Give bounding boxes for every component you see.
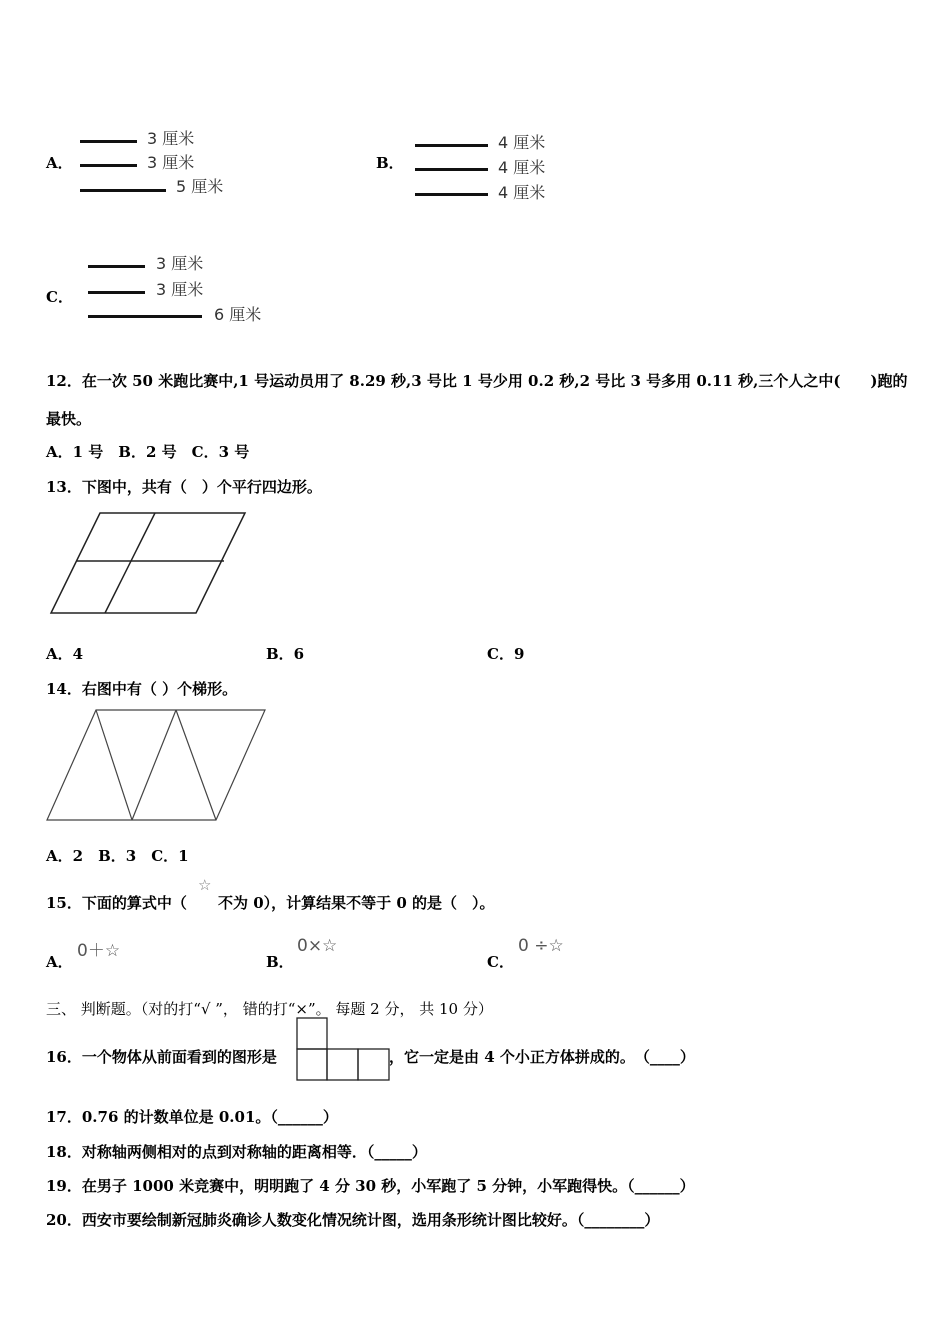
segment-label: 3 厘米: [147, 153, 195, 172]
option-label: A．: [46, 154, 73, 172]
q12-options: A．1 号 B．2 号 C．3 号: [46, 443, 250, 461]
q16-stem-after: ，它一定是由 4 个小正方体拼成的。 （____）: [389, 1048, 695, 1066]
q13-option-b: B．6: [266, 645, 305, 663]
segment-label: 4 厘米: [498, 183, 546, 202]
q15-option-c-expr: 0 ÷☆: [518, 936, 564, 956]
cube-squares: [297, 1018, 389, 1080]
segment-label: 3 厘米: [147, 129, 195, 148]
q15-option-c-label: C．: [487, 953, 514, 971]
q15-option-a-expr: 0＋☆: [77, 941, 121, 961]
q18-stem: 18．对称轴两侧相对的点到对称轴的距离相等．（_____）: [46, 1143, 427, 1161]
segment-label: 5 厘米: [176, 177, 224, 196]
segment-label: 4 厘米: [498, 133, 546, 152]
q14-options: A．2 B．3 C．1: [46, 847, 189, 865]
segment-label: 3 厘米: [156, 280, 204, 299]
q13-option-a: A．4: [46, 645, 84, 663]
q16-stem-before: 16．一个物体从前面看到的图形是: [46, 1048, 277, 1066]
q13-option-c: C．9: [487, 645, 525, 663]
option-label: C．: [46, 288, 73, 306]
q19-stem: 19．在男子 1000 米竞赛中，明明跑了 4 分 30 秒，小军跑了 5 分钟，小军跑得快。（______）: [46, 1177, 695, 1195]
q15-stem-part1: 15．下面的算式中（: [46, 894, 187, 912]
segment-label: 6 厘米: [214, 305, 262, 324]
q12-stem-line2: 最快。: [46, 410, 92, 428]
option-label: B．: [376, 154, 404, 172]
star-icon: ☆: [198, 876, 212, 894]
q12-stem-line1: 12．在一次 50 米跑比赛中,1 号运动员用了 8.29 秒,3 号比 1 号少用 0.2 秒,2 号比 3 号多用 0.11 秒,三个人之中( )跑的: [46, 372, 908, 390]
q13-stem: 13．下图中，共有（ ）个平行四边形。: [46, 478, 322, 496]
q15-stem-part2: 不为 0），计算结果不等于 0 的是（ ）。: [218, 894, 495, 912]
q15-option-a-label: A．: [46, 953, 73, 971]
q15-option-b-expr: 0×☆: [297, 936, 338, 956]
q14-stem: 14．右图中有（ ）个梯形。: [46, 680, 238, 698]
section-3-heading: 三、 判断题。（对的打“√ ”， 错的打“×”。 每题 2 分， 共 10 分）: [46, 1000, 493, 1018]
segment-label: 4 厘米: [498, 158, 546, 177]
q17-stem: 17．0.76 的计数单位是 0.01。（______）: [46, 1108, 338, 1126]
segment-label: 3 厘米: [156, 254, 204, 273]
q20-stem: 20．西安市要绘制新冠肺炎确诊人数变化情况统计图，选用条形统计图比较好。（________）: [46, 1211, 660, 1229]
q15-option-b-label: B．: [266, 953, 294, 971]
